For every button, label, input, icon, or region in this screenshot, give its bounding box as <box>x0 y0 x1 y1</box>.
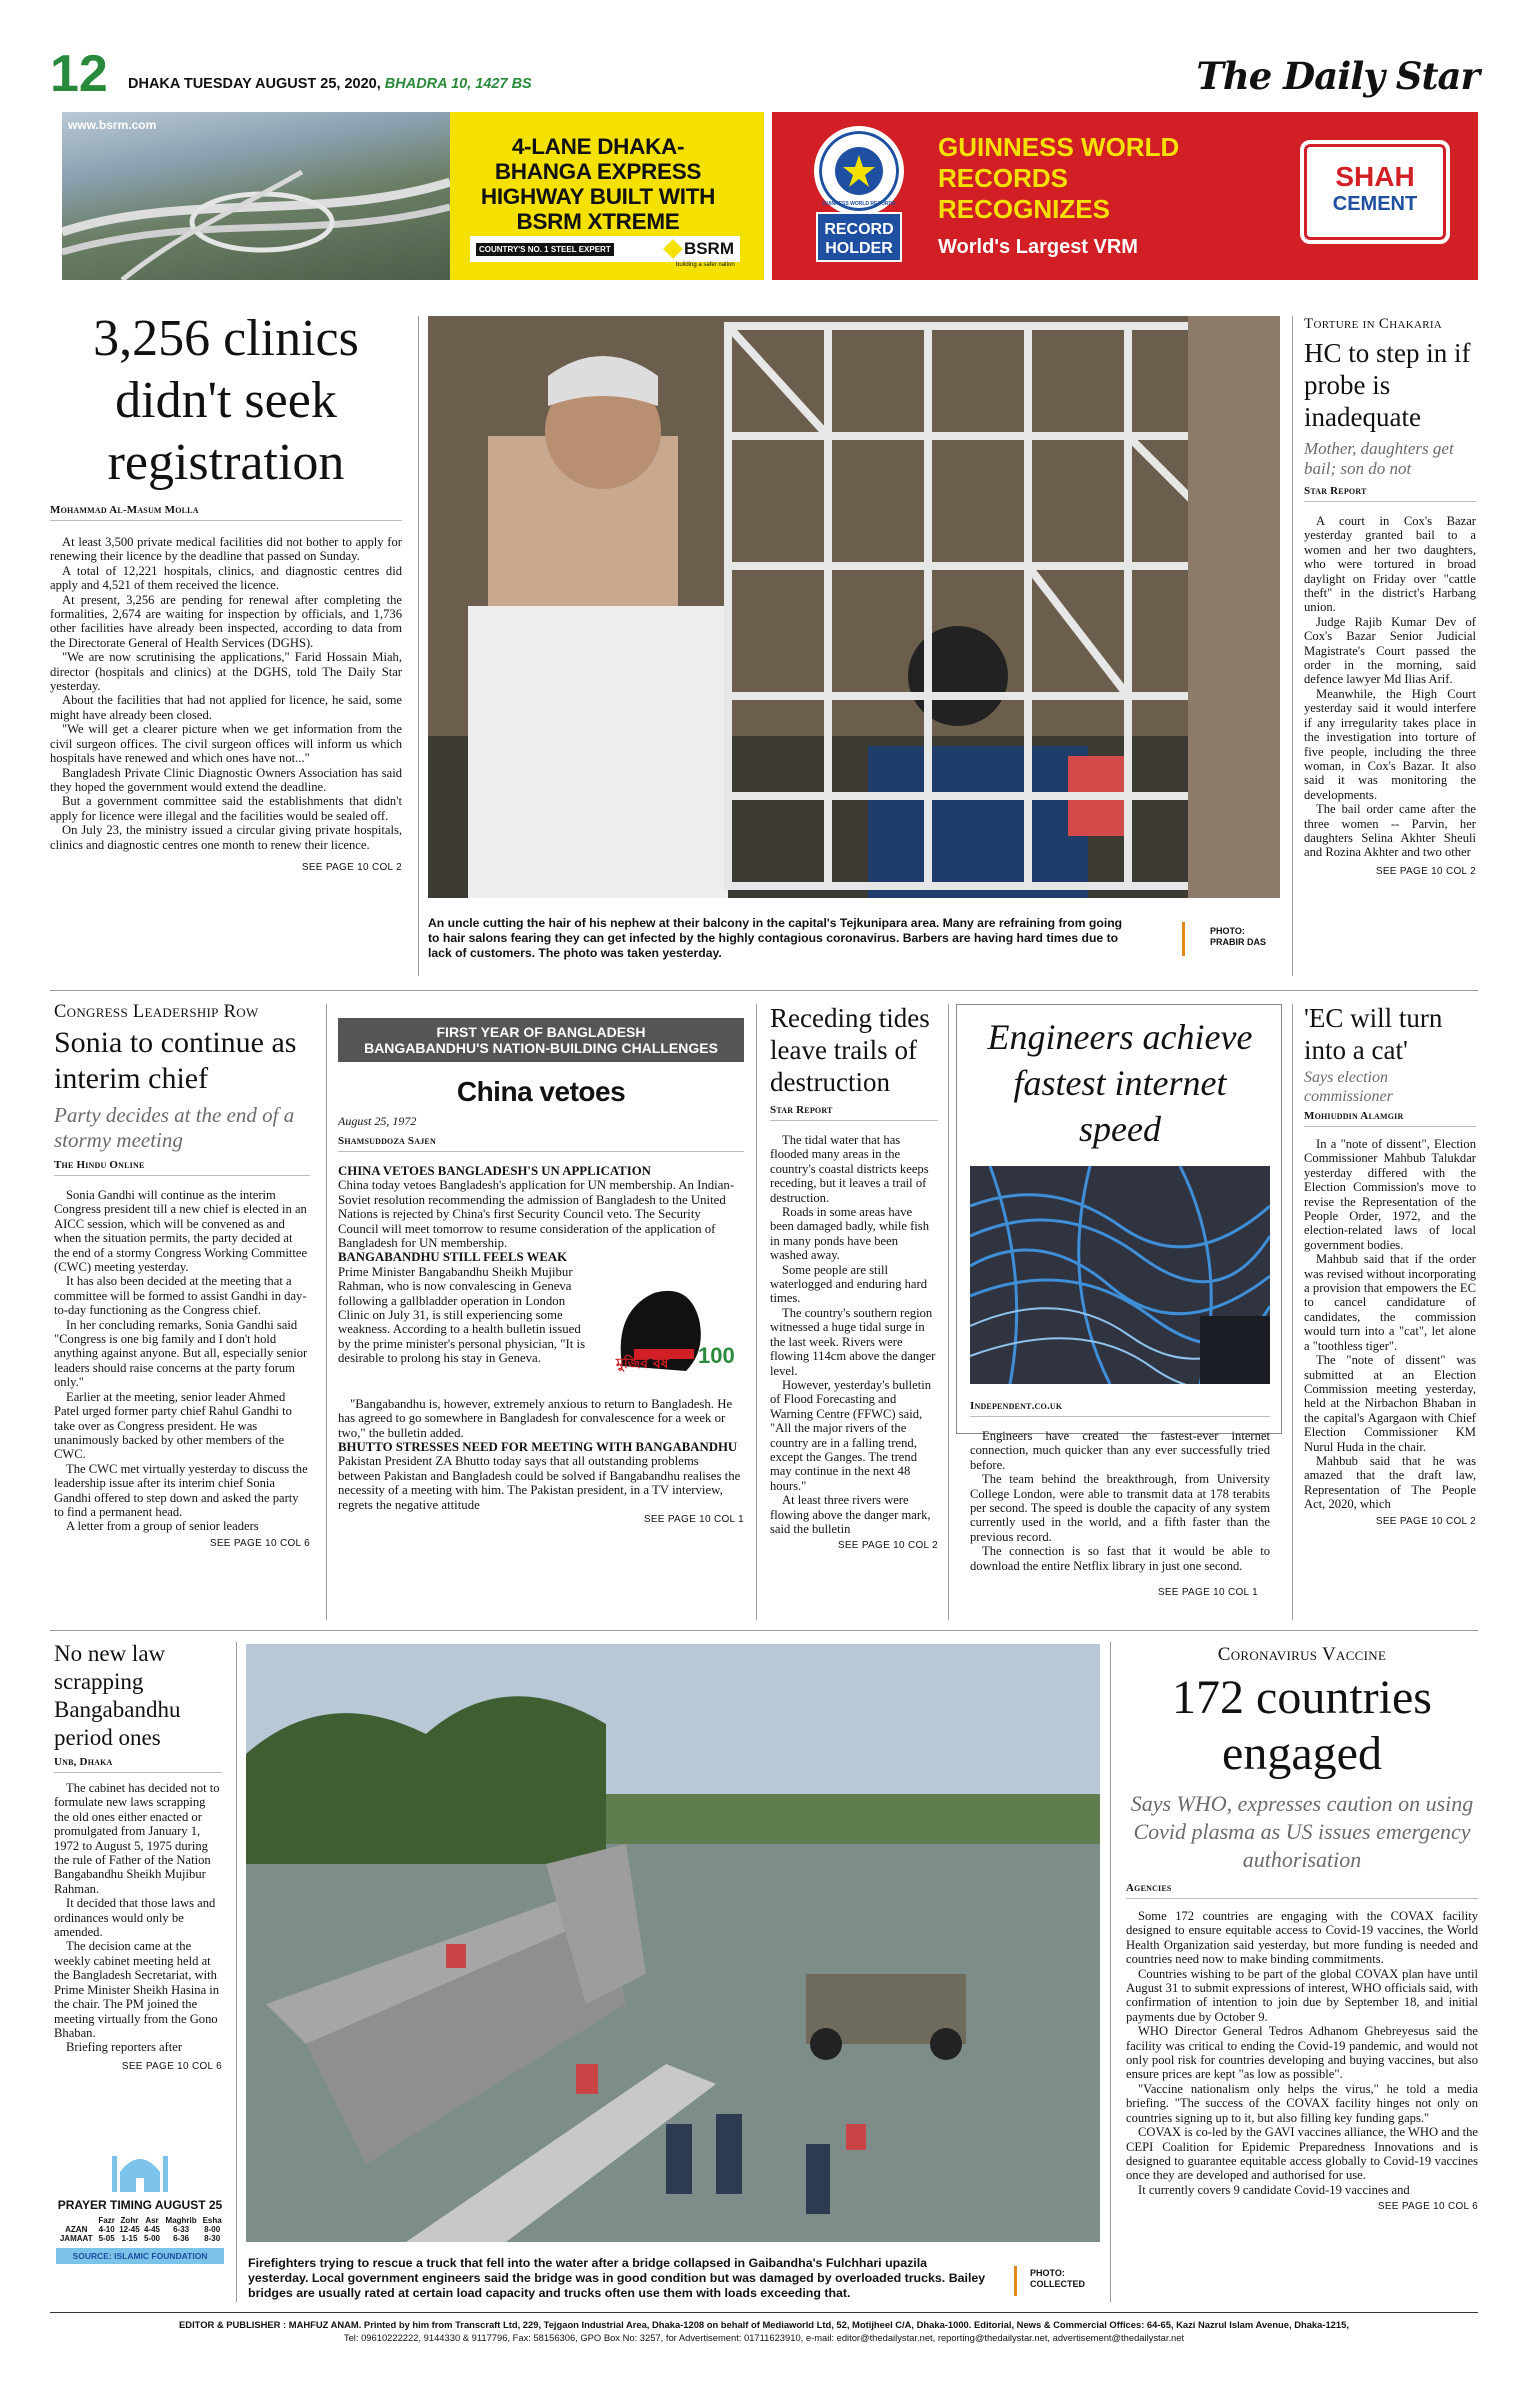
ec-paragraph: The "note of dissent" was submitted at an Election Commission meeting yesterday, held at the Nirbachon Bhaban in the capital's Agargaon with Chief Election Commissioner KM Nurul Huda in the chair. <box>1304 1353 1476 1454</box>
prayer-header: Esha <box>202 2216 222 2225</box>
law-see-page[interactable]: SEE PAGE 10 COL 6 <box>121 2060 222 2072</box>
china-body <box>338 1164 744 1512</box>
covax-paragraph: COVAX is co-led by the GAVI vaccines alliance, the WHO and the CEPI Coalition for Epidemic Preparedness Innovations and is designed to guarantee equitable access globally to Covid-19 vaccines once they are developed and authorised for use. <box>1126 2125 1478 2183</box>
sonia-paragraph: The CWC met virtually yesterday to discuss the leadership issue after its interim chief Sonia Gandhi offered to step down and asked the party to find a permanent head. <box>54 1461 308 1519</box>
ec-see-page[interactable]: SEE PAGE 10 COL 2 <box>1375 1515 1476 1527</box>
bridge-credit-label: PHOTO: <box>1030 2268 1065 2278</box>
prayer-table <box>56 2216 224 2243</box>
shah-cement-ad[interactable] <box>772 112 1478 280</box>
china-banner-line2: BANGABANDHU'S NATION-BUILDING CHALLENGES <box>364 1040 718 1056</box>
prayer-header <box>56 2216 96 2225</box>
prayer-row <box>56 2225 224 2234</box>
china-date: August 25, 1972 <box>338 1114 417 1128</box>
mujib-logo-num: 100 <box>698 1342 735 1368</box>
prayer-cell: 4-10 <box>98 2225 115 2234</box>
bridge-caption: Firefighters trying to rescue a truck that fell into the water after a bridge collapsed in Gaibandha's Fulchhari upazila yesterday. Local government engineers said the bridge was in good condition but was damaged by overloaded trucks. Bailey bridges are usually rated at certain load capacity and trucks often use them with loads exceeding that. <box>248 2256 986 2300</box>
prayer-header: Zohr <box>120 2216 139 2225</box>
bsrm-brand-group <box>666 239 734 259</box>
prayer-cell: 6-33 <box>173 2225 190 2234</box>
china-see-page[interactable]: SEE PAGE 10 COL 1 <box>643 1514 744 1526</box>
prayer-title: PRAYER TIMING AUGUST 25 <box>57 2198 223 2212</box>
internet-paragraph: Engineers have created the fastest-ever internet connection, much quicker than any ever successfully tried before. <box>970 1429 1270 1472</box>
torture-see-page[interactable]: SEE PAGE 10 COL 2 <box>1375 865 1476 877</box>
torture-headline[interactable]: HC to step in if probe is inadequate <box>1304 338 1471 432</box>
clinics-paragraph: But a government committee said the establishments that didn't apply for licence were illegal and the facilities would be sealed off. <box>50 794 402 823</box>
china-article <box>338 1018 744 1525</box>
sonia-body <box>54 1188 310 1534</box>
bsrm-headline: 4-LANE DHAKA-BHANGA EXPRESS HIGHWAY BUILT WITH BSRM XTREME <box>480 134 716 234</box>
tides-paragraph: The tidal water that has flooded many areas in the country's coastal districts keeps receding, but it leaves a trail of destruction. <box>770 1133 929 1205</box>
clinics-article <box>50 300 402 980</box>
prayer-header: Maghrib <box>165 2216 197 2225</box>
china-headline[interactable]: China vetoes <box>456 1076 626 1107</box>
bsrm-brand: BSRM <box>683 239 734 258</box>
bsrm-logo-icon <box>663 239 683 259</box>
cables-illustration <box>970 1166 1270 1384</box>
cables-photo <box>970 1166 1270 1384</box>
tides-paragraph: Roads in some areas have been damaged badly, while fish in many ponds have been washed away. <box>770 1205 930 1263</box>
tides-headline[interactable]: Receding tides leave trails of destruction <box>770 1003 930 1097</box>
bridge-credit <box>1030 2268 1085 2290</box>
imprint-line2: Tel: 09610222222, 9144330 & 9117796, Fax: 58156306, GPO Box No: 3257, for Advertisement: 01711623910, e-mail: editor@thedailystar.net, reporting@thedailystar.net, advertisement@thedailystar.net <box>343 2332 1185 2343</box>
torture-paragraph: Meanwhile, the High Court yesterday said it would interfere if any irregularity takes place in the investigation into torture of five people, including the three woman, in Cox's Bazar. It also said it was monitoring the developments. <box>1304 686 1476 802</box>
ec-paragraph: Mahbub said that he was amazed that the draft law, Representation of The People Act, 2020, which <box>1304 1453 1476 1512</box>
law-article <box>54 1640 222 2072</box>
clinics-body <box>50 535 402 852</box>
clinics-paragraph: About the facilities that had not applied for licence, he said, some might have already been closed. <box>50 693 402 722</box>
guinness-seal-icon <box>814 126 904 216</box>
torture-article <box>1304 316 1476 877</box>
shah-subline: World's Largest VRM <box>938 236 1138 258</box>
prayer-cell: 4-45 <box>143 2225 160 2234</box>
sonia-paragraph: Earlier at the meeting, senior leader Ahmed Patel urged former party chief Rahul Gandhi to take over as Congress president. He was unanimously backed by other members of the CWC. <box>54 1389 292 1462</box>
bridge-photo-illustration <box>246 1644 1100 2242</box>
guinness-seal-graphic <box>819 131 899 211</box>
prayer-cell: 1-15 <box>121 2234 138 2243</box>
prayer-cell: 5-00 <box>143 2234 160 2243</box>
covax-see-page[interactable]: SEE PAGE 10 COL 6 <box>1377 2201 1478 2213</box>
internet-paragraph: The connection is so fast that it would be able to download the entire Netflix library in just one second. <box>970 1544 1270 1573</box>
prayer-row <box>56 2234 224 2243</box>
bridge-photo <box>246 1644 1100 2242</box>
page-number: 12 <box>50 45 108 103</box>
sonia-byline: The Hindu Online <box>54 1159 310 1176</box>
ec-paragraph: Mahbub said that if the order was revised without incorporating a provision that empowers the EC to cancel candidature of candidates, the commission would turn into a "cat", let alone a "toothless tiger". <box>1304 1252 1476 1353</box>
clinics-paragraph: A total of 12,221 hospitals, clinics, and diagnostic centres did apply and 4,521 of them received the licence. <box>50 563 402 593</box>
internet-headline[interactable]: Engineers achieve fastest internet speed <box>987 1017 1253 1149</box>
sonia-paragraph: It has also been decided at the meeting that a committee will be formed to assist Gandhi in day-to-day functioning as the Congress chief. <box>54 1274 307 1318</box>
record-holder-badge: RECORD HOLDER <box>816 212 902 262</box>
barber-credit <box>1210 926 1266 948</box>
covax-headline[interactable]: 172 countries engaged <box>1172 1671 1432 1780</box>
law-headline[interactable]: No new law scrapping Bangabandhu period ones <box>54 1641 181 1750</box>
mujib-logo <box>594 1271 744 1393</box>
covax-body <box>1126 1909 1478 2197</box>
china-banner <box>338 1018 744 1062</box>
prayer-cell: 8-30 <box>204 2234 221 2243</box>
clinics-paragraph: "We will get a clearer picture when we get information from the civil surgeon offices. The civil surgeon offices will inform us which hospitals have renewed and which ones have not..." <box>50 722 402 766</box>
internet-byline: Independent.co.uk <box>970 1400 1270 1417</box>
barber-photo <box>428 316 1280 898</box>
prayer-cell: 5-05 <box>98 2234 115 2243</box>
covax-paragraph: Some 172 countries are engaging with the COVAX facility designed to ensure equitable access to Covid-19 vaccines, the World Health Organization said yesterday, but more funding is needed and countries need now to make binding commitments. <box>1126 1909 1478 1967</box>
internet-article <box>970 1014 1270 1598</box>
mujib-portrait-icon <box>594 1271 744 1393</box>
china-sub3: BHUTTO STRESSES NEED FOR MEETING WITH BANGABANDHU <box>338 1440 738 1455</box>
covax-paragraph: WHO Director General Tedros Adhanom Ghebreyesus said the facility was critical to ending the Covid-19 pandemic, and would not only pool risk for countries developing and buying vaccines, but also ensure prices are kept "as low as possible". <box>1126 2024 1478 2082</box>
bsrm-brand-sub: building a safer nation <box>676 262 735 268</box>
china-byline: Shamsuddoza Sajen <box>338 1135 744 1152</box>
bsrm-ad[interactable] <box>62 112 764 280</box>
tides-paragraph: The country's southern region witnessed a huge tidal surge in the last week. Rivers were flowing 114cm above the danger level. <box>770 1305 936 1378</box>
sonia-paragraph: A letter from a group of senior leaders <box>66 1519 259 1534</box>
tides-paragraph: At least three rivers were flowing above the danger mark, said the bulletin <box>770 1493 931 1536</box>
sonia-kicker: Congress Leadership Row <box>54 1002 259 1022</box>
prayer-header: Fazr <box>98 2216 115 2225</box>
shah-brand-line2: CEMENT <box>1332 193 1418 215</box>
ec-paragraph: In a "note of dissent", Election Commissioner Mahbub Talukdar yesterday differed with the Election Commission's move to revise the Representation of the People Order, 1972, and the election-related laws of local government bodies. <box>1304 1137 1476 1252</box>
shah-logo <box>1300 140 1450 244</box>
mosque-icon <box>110 2146 170 2192</box>
clinics-paragraph: Bangladesh Private Clinic Diagnostic Owners Association has said they hoped the government would extend the deadline. <box>50 765 402 794</box>
sonia-paragraph: Sonia Gandhi will continue as the interim Congress president till a new chief is elected in an AICC session, which will be convened as and when the situation permits, the party decided at the end of a stormy Congress Working Committee (CWC) meeting yesterday. <box>54 1188 308 1275</box>
imprint <box>50 2318 1478 2344</box>
ec-byline: Mohiuddin Alamgir <box>1304 1110 1476 1127</box>
highway-photo <box>62 112 450 280</box>
china-sub2: BANGABANDHU STILL FEELS WEAK <box>338 1250 568 1265</box>
prayer-box <box>56 2146 224 2264</box>
torture-paragraph: The bail order came after the three women -- Parvin, her daughters Selina Akhter Sheuli and Rozina Akhter and two other <box>1304 802 1476 860</box>
prayer-cell: 8-00 <box>204 2225 221 2234</box>
tides-see-page[interactable]: SEE PAGE 10 COL 2 <box>837 1540 938 1552</box>
barber-credit-name: PRABIR DAS <box>1210 937 1267 947</box>
sonia-see-page[interactable]: SEE PAGE 10 COL 6 <box>209 1537 310 1549</box>
prayer-header: Asr <box>145 2216 159 2225</box>
law-paragraph: Briefing reporters after <box>66 2040 183 2055</box>
ec-article <box>1304 1002 1476 1527</box>
china-p4: Pakistan President ZA Bhutto today says that all outstanding problems between Pakistan and Bangladesh could be solved if Bangabandhu realises the necessity of a meeting with him. The Pakistan president, in a TV interview, regrets the negative attitude <box>338 1454 741 1512</box>
tides-paragraph: Some people are still waterlogged and enduring hard times. <box>770 1262 928 1306</box>
clinics-paragraph: On July 23, the ministry issued a circular giving private hospitals, clinics and diagnostic centres one month to renew their licence. <box>50 823 402 852</box>
bsrm-tagline: COUNTRY'S NO. 1 STEEL EXPERT <box>476 243 614 256</box>
clinics-headline[interactable]: 3,256 clinics didn't seek registration <box>93 310 359 491</box>
tides-byline: Star Report <box>770 1104 938 1121</box>
dateline-bangla: BHADRA 10, 1427 BS <box>384 76 532 92</box>
covax-paragraph: Countries wishing to be part of the global COVAX plan have until August 31 to submit expressions of interest, WHO officials said, with confirmation of intention to join due by September 18, and initial payments due by October 9. <box>1126 1966 1478 2024</box>
mujib-logo-text: মুজিব বর্ষ <box>616 1355 669 1372</box>
covax-article <box>1126 1644 1478 2212</box>
barber-photo-illustration <box>428 316 1280 898</box>
sonia-deck: Party decides at the end of a stormy meeting <box>54 1103 295 1152</box>
bridge-credit-name: COLLECTED <box>1030 2279 1085 2289</box>
torture-kicker: Torture in Chakaria <box>1304 316 1443 332</box>
barber-caption: An uncle cutting the hair of his nephew at their balcony in the capital's Tejkunipara area. Many are refraining from going to hair salons fearing they can get infected by the highly contagious coronavirus. Barbers are having hard times due to lack of customers. The photo was taken yesterday. <box>428 916 1123 960</box>
prayer-source: SOURCE: ISLAMIC FOUNDATION <box>56 2248 224 2264</box>
law-byline: Unb, Dhaka <box>54 1756 222 1773</box>
clinics-paragraph: At present, 3,256 are pending for renewal after completing the formalities, 2,674 are waiting for inspection by officials, and 1,736 other facilities have already been inspected, according to data from the Directorate General of Health Services (DGHS). <box>50 592 402 650</box>
clinics-see-page[interactable]: SEE PAGE 10 COL 2 <box>301 861 402 873</box>
sonia-article <box>54 1002 310 1549</box>
clinics-byline: Mohammad Al-Masum Molla <box>50 504 402 521</box>
bsrm-url[interactable]: www.bsrm.com <box>68 118 157 132</box>
covax-paragraph: "Vaccine nationalism only helps the virus," he told a media briefing. "The success of the COVAX facility hinges not only on countries signing up to it, but also filling key funding gaps." <box>1126 2081 1478 2125</box>
law-paragraph: The cabinet has decided not to formulate new laws scrapping the old ones either enacted or promulgated from January 1, 1972 to August 5, 1975 during the rule of Father of the Nation Bangabandhu Sheikh Mujibur Rahman. <box>54 1781 220 1896</box>
internet-see-page[interactable]: SEE PAGE 10 COL 1 <box>1157 1587 1258 1599</box>
ec-headline[interactable]: 'EC will turn into a cat' <box>1304 1003 1443 1065</box>
guinness-seal-text: GUINNESS WORLD RECORDS <box>822 201 896 207</box>
covax-paragraph: It currently covers 9 candidate Covid-19 vaccines and <box>1138 2182 1410 2197</box>
law-paragraph: The decision came at the weekly cabinet meeting held at the Bangladesh Secretariat, with Prime Minister Sheikh Hasina in the chair. The PM joined the meeting virtually from the Gono Bhaban. <box>54 1939 220 2040</box>
china-banner-line1: FIRST YEAR OF BANGLADESH <box>436 1024 646 1040</box>
law-body <box>54 1781 222 2055</box>
tides-article <box>770 1002 938 1551</box>
china-p1: China today vetoes Bangladesh's application for UN membership. An Indian-Soviet resolution recommending the admission of Bangladesh to the United Nations is rejected by China's first Security Council veto. The Security Council will meet tomorrow to resume consideration of the application of Bangladesh for UN membership. <box>338 1178 735 1251</box>
china-p3: "Bangabandhu is, however, extremely anxious to return to Bangladesh. He has agreed to go somewhere in Bangladesh for convalescence for a week or two," the bulletin added. <box>338 1396 733 1440</box>
shah-brand-line1: SHAH <box>1335 161 1415 192</box>
china-p2: Prime Minister Bangabandhu Sheikh Mujibur Rahman, who is now convalescing in Geneva following a gallbladder operation in London Clinic on July 31, is still experiencing some weakness. According to a health bulletin issued by the prime minister's personal physician, "It is desirable to prolong his stay in Geneva. <box>338 1264 586 1366</box>
sonia-paragraph: In her concluding remarks, Sonia Gandhi said "Congress is one big family and I don't hold anything against anyone. But all, especially senior leaders should raise concerns at the party forum only." <box>54 1317 308 1390</box>
torture-paragraph: A court in Cox's Bazar yesterday granted bail to a women and her two daughters, who were tortured in broad daylight on Friday over "cattle theft" in the district's Harbang union. <box>1304 514 1476 615</box>
torture-body <box>1304 514 1476 860</box>
ec-deck: Says election commissioner <box>1304 1069 1393 1105</box>
ec-body <box>1304 1137 1476 1512</box>
tides-body <box>770 1133 938 1536</box>
paper-name[interactable]: The Daily Star <box>1196 54 1479 98</box>
sonia-headline[interactable]: Sonia to continue as interim chief <box>54 1026 297 1095</box>
clinics-paragraph: At least 3,500 private medical facilities did not bother to apply for renewing their licence by the deadline that passed on Sunday. <box>50 535 402 564</box>
bsrm-panel <box>450 112 764 280</box>
torture-byline: Star Report <box>1304 485 1476 502</box>
barber-credit-label: PHOTO: <box>1210 926 1245 936</box>
internet-body <box>970 1429 1270 1573</box>
prayer-cell: 6-36 <box>173 2234 190 2243</box>
dateline-date: DHAKA TUESDAY AUGUST 25, 2020, <box>128 76 381 92</box>
covax-byline: Agencies <box>1126 1882 1478 1899</box>
covax-deck: Says WHO, expresses caution on using Covid plasma as US issues emergency authorisation <box>1130 1791 1474 1872</box>
tides-paragraph: However, yesterday's bulletin of Flood Forecasting and Warning Centre (FFWC) said, "All the major rivers of the country are in a falling trend, except the Ganges. The trend may continue in the next 48 hours." <box>770 1377 931 1493</box>
internet-paragraph: The team behind the breakthrough, from University College London, were able to transmit data at 178 terabits per second. The speed is double the capacity of any system currently used in the world, and a fifth faster than the previous record. <box>970 1472 1270 1544</box>
shah-headline: GUINNESS WORLD RECORDS RECOGNIZES <box>938 132 1180 224</box>
torture-paragraph: Judge Rajib Kumar Dev of Cox's Bazar Senior Judicial Magistrate's Court passed the order in the morning, said defence lawyer Md Ilias Arif. <box>1304 614 1476 687</box>
clinics-paragraph: "We are now scrutinising the applications," Farid Hossain Miah, director (hospitals and clinics) at the DGHS, told The Daily Star yesterday. <box>50 650 402 694</box>
highway-illustration <box>62 112 450 280</box>
torture-deck: Mother, daughters get bail; son do not <box>1304 439 1454 478</box>
bsrm-footer <box>470 236 740 262</box>
law-paragraph: It decided that those laws and ordinances would only be amended. <box>54 1896 216 1940</box>
imprint-line1: EDITOR & PUBLISHER : MAHFUZ ANAM. Printed by him from Transcraft Ltd, 229, Tejgaon Industrial Area, Dhaka-1208 on behalf of Mediaworld Ltd, 52, Motijheel C/A, Dhaka-1000. Editorial, News & Commercial Offices: 64-65, Kazi Nazrul Islam Avenue, Dhaka-1215, <box>179 2319 1349 2330</box>
dateline <box>128 76 532 92</box>
prayer-header-row <box>56 2216 224 2225</box>
prayer-cell: 12-45 <box>119 2225 140 2234</box>
prayer-cell: JAMAAT <box>59 2234 93 2243</box>
covax-kicker: Coronavirus Vaccine <box>1217 1644 1387 1665</box>
prayer-cell: AZAN <box>65 2225 88 2234</box>
china-sub1: CHINA VETOES BANGLADESH'S UN APPLICATION <box>338 1164 651 1178</box>
